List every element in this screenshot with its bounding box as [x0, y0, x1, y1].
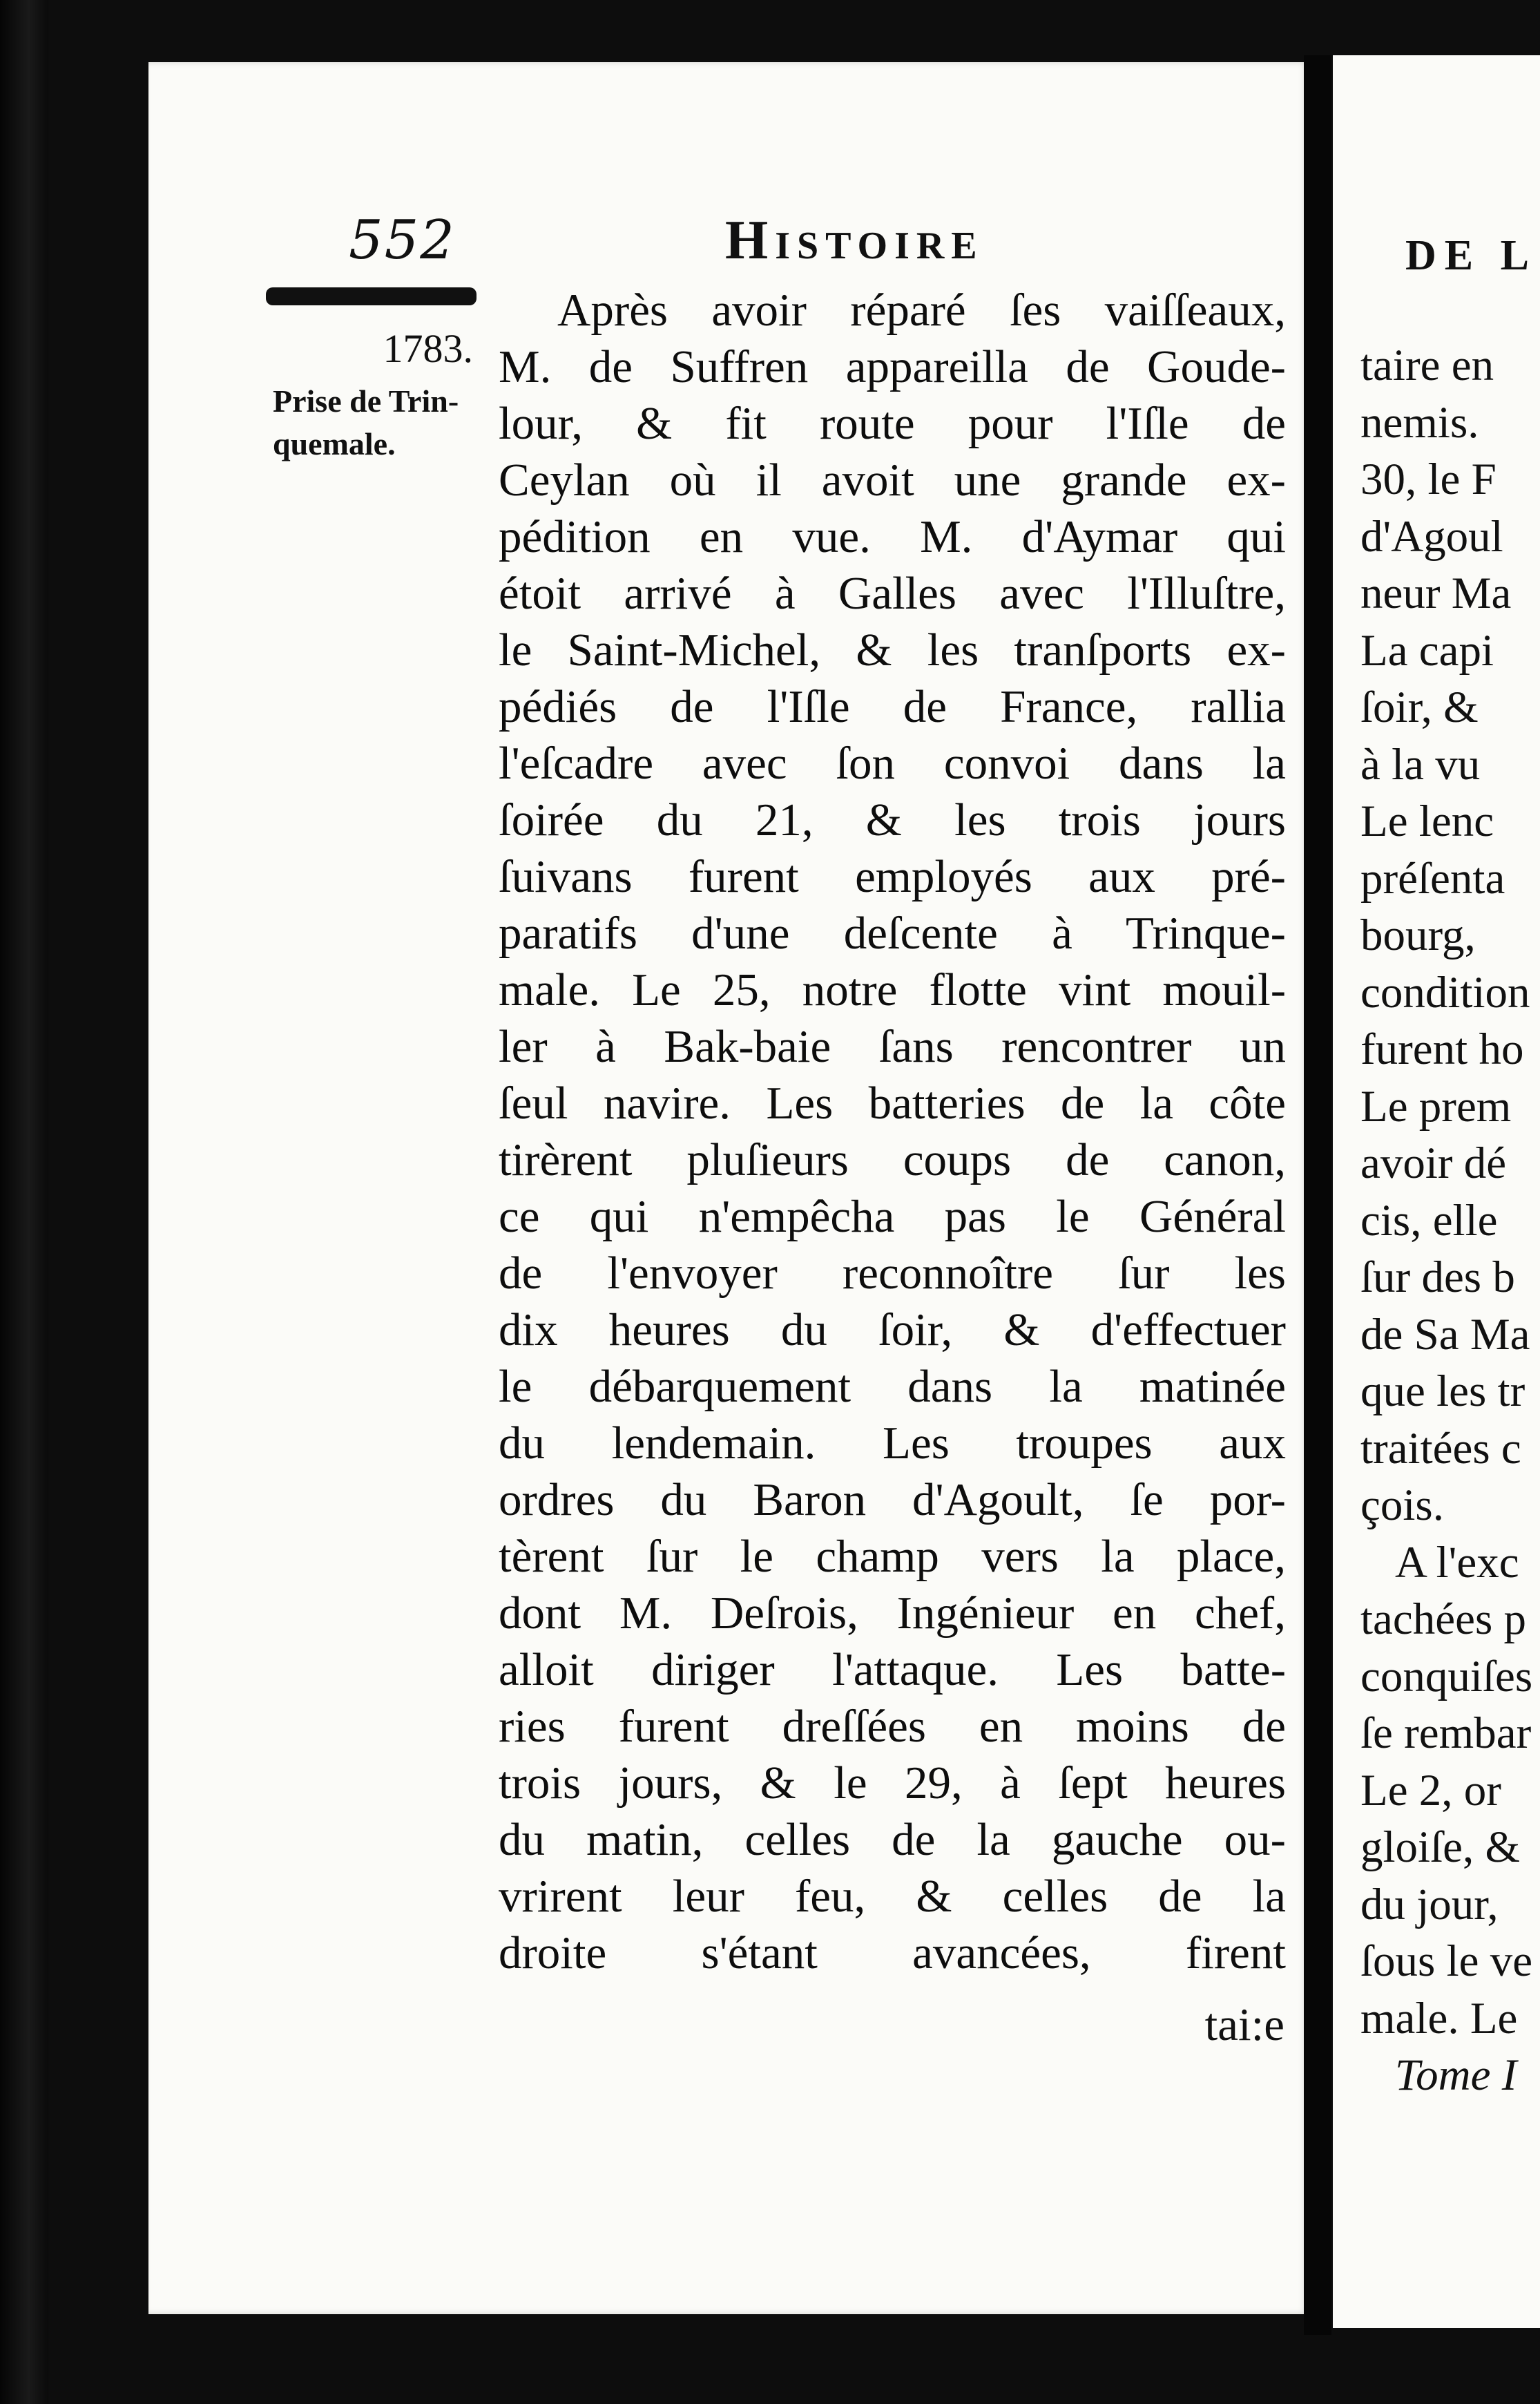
right-page-line: nemis.: [1360, 397, 1479, 448]
right-page-line: du jour,: [1360, 1879, 1499, 1929]
body-line: alloit diriger l'attaque. Les batte-: [499, 1644, 1286, 1695]
body-line: dix heures du ſoir, & d'effectuer: [499, 1304, 1286, 1355]
right-page-line: Tome I: [1395, 2050, 1517, 2100]
body-line: le débarquement dans la matinée: [499, 1361, 1286, 1412]
right-page-line: ſe rembar: [1360, 1708, 1532, 1758]
body-line: ce qui n'empêcha pas le Général: [499, 1191, 1286, 1242]
body-line: ler à Bak-baie ſans rencontrer un: [499, 1021, 1286, 1072]
body-line: du lendemain. Les troupes aux: [499, 1418, 1286, 1469]
right-page-line: neur Ma: [1360, 569, 1512, 618]
right-page-line: de Sa Ma: [1360, 1309, 1530, 1360]
right-page-line: 30, le F: [1360, 455, 1496, 504]
right-page: [1333, 55, 1540, 2328]
right-page-line: A l'exc: [1395, 1537, 1519, 1587]
body-line: paratifs d'une deſcente à Trinque-: [499, 908, 1286, 959]
margin-year: 1783.: [383, 326, 473, 371]
right-page-line: La capi: [1360, 625, 1494, 676]
body-line: ſoirée du 21, & les trois jours: [499, 794, 1286, 846]
right-page-line: ſous le ve: [1360, 1936, 1533, 1986]
body-line: male. Le 25, notre flotte vint mouil-: [499, 964, 1286, 1015]
right-page-line: conquiſes: [1360, 1651, 1533, 1701]
body-line: dont M. Deſrois, Ingénieur en chef,: [499, 1587, 1286, 1639]
right-page-line: tachées p: [1360, 1594, 1527, 1644]
body-line: étoit arrivé à Galles avec l'Illuſtre,: [499, 568, 1286, 619]
margin-note: [273, 380, 487, 466]
right-page-line: ſoir, &: [1360, 683, 1479, 732]
right-page-line: taire en: [1360, 341, 1494, 390]
body-line: tèrent ſur le champ vers la place,: [499, 1531, 1286, 1582]
body-line: ſeul navire. Les batteries de la côte: [499, 1078, 1286, 1129]
body-line: pédiés de l'Iſle de France, rallia: [499, 681, 1286, 732]
body-line: tirèrent pluſieurs coups de canon,: [499, 1134, 1286, 1185]
running-head: Histoire: [725, 210, 984, 271]
binding-edge: [0, 0, 48, 2404]
catchword: tai:e: [1204, 1999, 1284, 2050]
body-line: pédition en vue. M. d'Aymar qui: [499, 511, 1286, 562]
body-line: l'eſcadre avec ſon convoi dans la: [499, 738, 1286, 789]
right-page-line: Le prem: [1360, 1081, 1512, 1132]
body-line: ries furent dreſſées en moins de: [499, 1701, 1286, 1752]
right-page-line: traitées c: [1360, 1423, 1521, 1473]
body-line: vrirent leur feu, & celles de la: [499, 1871, 1286, 1922]
body-line: droite s'étant avancées, firent: [499, 1927, 1286, 1978]
right-page-line: que les tr: [1360, 1366, 1525, 1416]
right-page-line: cis, elle: [1360, 1195, 1498, 1246]
body-line: de l'envoyer reconnoître ſur les: [499, 1248, 1286, 1299]
body-line: M. de Suffren appareilla de Goude-: [499, 341, 1286, 392]
body-line: le Saint-Michel, & les tranſports ex-: [499, 624, 1286, 676]
right-page-line: d'Agoul: [1360, 511, 1503, 562]
right-page-line: çois.: [1360, 1480, 1444, 1530]
right-page-text: [1360, 337, 1540, 2104]
right-page-line: à la vu: [1360, 739, 1481, 790]
page-header: [349, 206, 1108, 282]
right-page-line: furent ho: [1360, 1024, 1524, 1074]
page-number: 552: [349, 209, 456, 271]
body-line: ſuivans furent employés aux pré-: [499, 851, 1286, 902]
margin-rule: [266, 287, 477, 305]
right-page-line: Le lenc: [1360, 796, 1494, 846]
body-line: Après avoir réparé ſes vaiſſeaux,: [557, 285, 1286, 336]
right-page-line: bourg,: [1360, 910, 1476, 960]
right-page-line: préſenta: [1360, 853, 1505, 904]
body-line: ordres du Baron d'Agoult, ſe por-: [499, 1474, 1286, 1525]
body-text: [499, 282, 1286, 1981]
body-line: trois jours, & le 29, à ſept heures: [499, 1757, 1286, 1809]
book-gutter: [1304, 55, 1331, 2335]
margin-note-line: Prise de Trin-: [273, 383, 459, 419]
right-page-line: avoir dé: [1360, 1138, 1507, 1188]
body-line: Ceylan où il avoit une grande ex-: [499, 455, 1286, 506]
right-running-head: DE L: [1405, 232, 1537, 279]
margin-note-line: quemale.: [273, 426, 396, 461]
body-line: lour, & fit route pour l'Iſle de: [499, 398, 1286, 449]
right-page-line: gloiſe, &: [1360, 1822, 1521, 1872]
right-page-line: ſur des b: [1360, 1252, 1515, 1302]
right-page-line: Le 2, or: [1360, 1765, 1501, 1815]
right-page-line: condition: [1360, 967, 1530, 1018]
body-line: du matin, celles de la gauche ou-: [499, 1814, 1286, 1865]
right-page-line: male. Le: [1360, 1993, 1518, 2043]
